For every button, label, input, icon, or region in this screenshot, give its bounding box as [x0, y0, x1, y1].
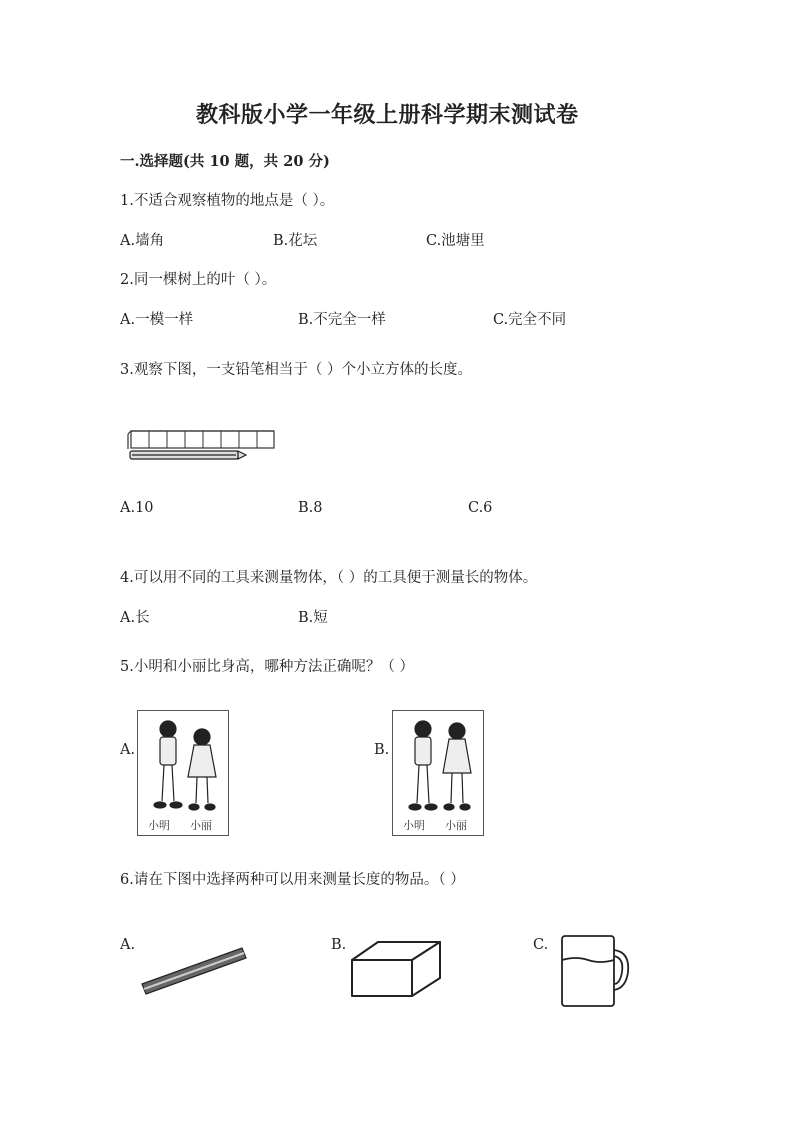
question-4-option-b[interactable]: B.短 — [298, 610, 328, 626]
question-6-option-b[interactable]: B. — [331, 937, 347, 953]
figure-option-b-height-comparison — [392, 710, 484, 836]
section-heading: 一.选择题(共 10 题，共 20 分) — [120, 153, 330, 170]
figure-option-a-height-comparison — [137, 710, 229, 836]
question-1-stem: 1.不适合观察植物的地点是（ ）。 — [120, 193, 335, 209]
question-3-stem: 3.观察下图，一支铅笔相当于（ ）个小立方体的长度。 — [120, 362, 472, 378]
cup-icon — [558, 934, 634, 1010]
question-4-option-a[interactable]: A.长 — [120, 610, 150, 626]
eraser-block-icon — [350, 940, 444, 998]
question-2-stem: 2.同一棵树上的叶（ ）。 — [120, 272, 277, 288]
question-3-option-b[interactable]: B.8 — [298, 500, 323, 516]
stick-icon — [138, 940, 250, 996]
question-5-option-b[interactable]: B. — [374, 742, 390, 758]
caption-xiaoli: 小丽 — [190, 819, 212, 832]
question-5-option-a[interactable]: A. — [120, 742, 136, 758]
page-title: 教科版小学一年级上册科学期末测试卷 — [196, 102, 579, 128]
question-6-option-a[interactable]: A. — [120, 937, 136, 953]
question-5-stem: 5.小明和小丽比身高，哪种方法正确呢？（ ） — [120, 659, 414, 675]
caption-xiaoming: 小明 — [148, 819, 170, 832]
question-1-option-c[interactable]: C.池塘里 — [426, 233, 485, 249]
question-2-option-a[interactable]: A.一模一样 — [120, 312, 194, 328]
children-figure-a — [144, 715, 224, 815]
question-1-option-b[interactable]: B.花坛 — [273, 233, 318, 249]
question-2-option-b[interactable]: B.不完全一样 — [298, 312, 386, 328]
question-3-option-c[interactable]: C.6 — [468, 500, 493, 516]
question-2-option-c[interactable]: C.完全不同 — [493, 312, 567, 328]
cubes-and-pencil-figure — [128, 428, 278, 464]
question-6-option-c[interactable]: C. — [533, 937, 549, 953]
question-3-option-a[interactable]: A.10 — [120, 500, 154, 516]
caption-xiaoming: 小明 — [403, 819, 425, 832]
question-1-option-a[interactable]: A.墙角 — [120, 233, 165, 249]
children-figure-b — [399, 715, 479, 815]
question-6-stem: 6.请在下图中选择两种可以用来测量长度的物品。（ ） — [120, 872, 465, 888]
caption-xiaoli: 小丽 — [445, 819, 467, 832]
question-4-stem: 4.可以用不同的工具来测量物体，（ ）的工具便于测量长的物体。 — [120, 570, 538, 586]
